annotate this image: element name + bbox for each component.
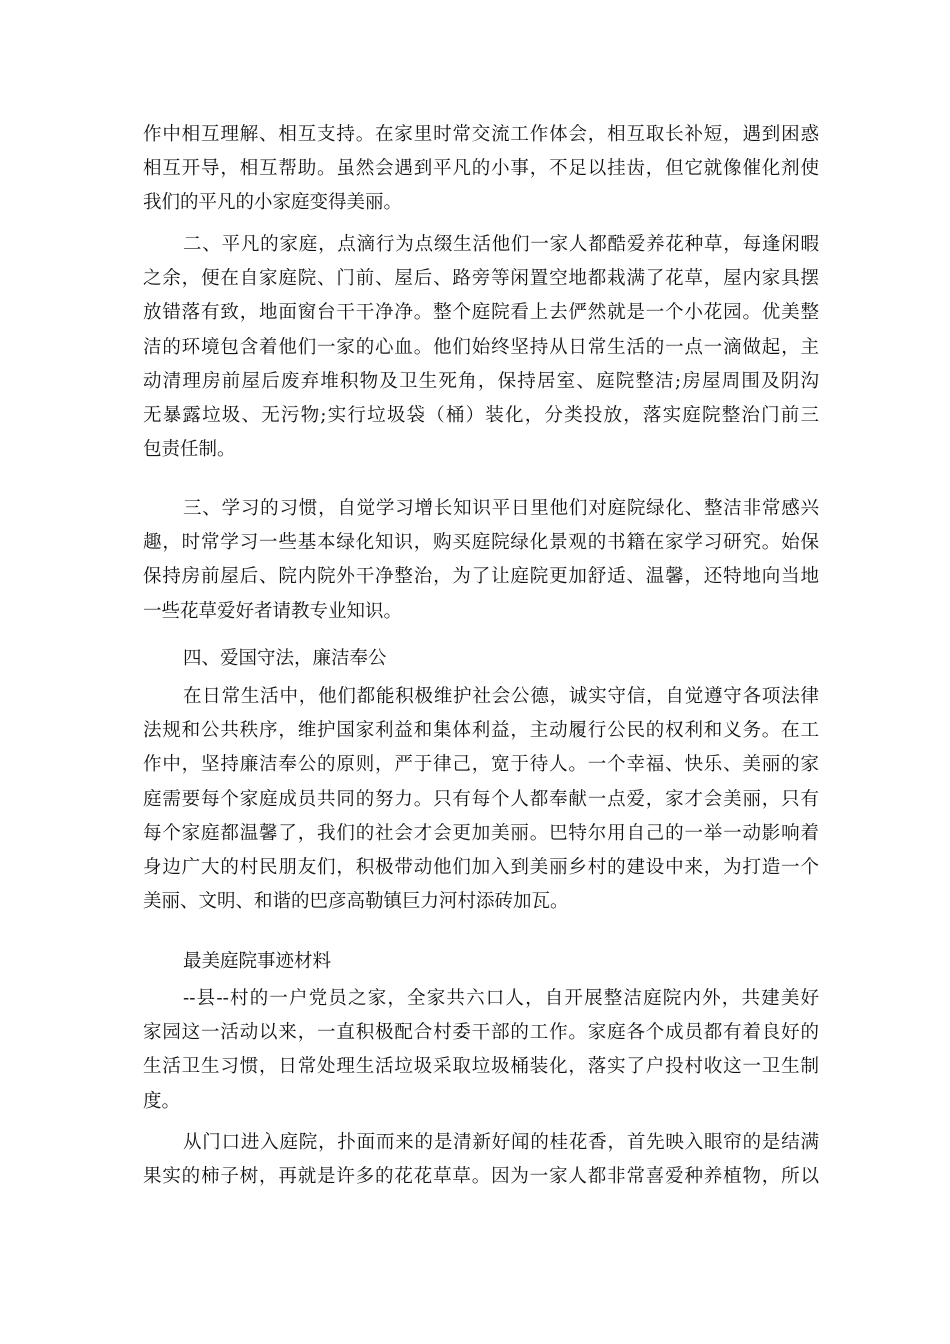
paragraph-line: 庭需要每个家庭成员共同的努力。只有每个人都奉献一点爱，家才会美丽，只有 — [143, 788, 819, 810]
paragraph-line: 作中相互理解、相互支持。在家里时常交流工作体会，相互取长补短，遇到困惑 — [143, 124, 819, 145]
paragraph-line: 度。 — [143, 1090, 181, 1112]
paragraph-line: 无暴露垃圾、无污物;实行垃圾袋（桶）装化，分类投放，落实庭院整治门前三 — [143, 404, 819, 426]
paragraph-line: 相互开导，相互帮助。虽然会遇到平凡的小事，不足以挂齿，但它就像催化剂使 — [143, 158, 819, 180]
paragraph-line: 趣，时常学习一些基本绿化知识，购买庭院绿化景观的书籍在家学习研究。始保 — [143, 532, 819, 554]
paragraph-line: 洁的环境包含着他们一家的心血。他们始终坚持从日常生活的一点一滴做起，主 — [143, 336, 819, 358]
paragraph-line: 放错落有致，地面窗台干干净净。整个庭院看上去俨然就是一个小花园。优美整 — [143, 302, 819, 324]
paragraph-line: 身边广大的村民朋友们，积极带动他们加入到美丽乡村的建设中来，为打造一个 — [143, 856, 819, 878]
paragraph-7 — [143, 982, 819, 1119]
paragraph-line: 包责任制。 — [143, 439, 236, 461]
section-heading-4 — [143, 642, 819, 676]
paragraph-line: 生活卫生习惯，日常处理生活垃圾采取垃圾桶装化，落实了户投村收这一卫生制 — [143, 1056, 819, 1078]
paragraph-line: 从门口进入庭院，扑面而来的是清新好闻的桂花香，首先映入眼帘的是结满 — [183, 1132, 819, 1153]
paragraph-line: --县--村的一户党员之家，全家共六口人，自开展整洁庭院内外，共建美好 — [183, 988, 819, 1009]
paragraph-5 — [143, 680, 819, 919]
paragraph-line: 每个家庭都温馨了，我们的社会才会更加美丽。巴特尔用自己的一举一动影响着 — [143, 822, 819, 844]
paragraph-line: 我们的平凡的小家庭变得美丽。 — [143, 192, 403, 214]
paragraph-line: 动清理房前屋后废弃堆积物及卫生死角，保持居室、庭院整洁;房屋周围及阴沟 — [143, 370, 819, 392]
paragraph-2 — [143, 228, 819, 467]
paragraph-3 — [143, 492, 819, 629]
paragraph-line: 之余，便在自家庭院、门前、屋后、路旁等闲置空地都栽满了花草，屋内家具摆 — [143, 268, 819, 290]
paragraph-line: 美丽、文明、和谐的巴彦高勒镇巨力河村添砖加瓦。 — [143, 891, 569, 913]
paragraph-line: 法规和公共秩序，维护国家利益和集体利益，主动履行公民的权利和义务。在工 — [143, 720, 819, 742]
paragraph-line: 作中，坚持廉洁奉公的原则，严于律己，宽于待人。一个幸福、快乐、美丽的家 — [143, 754, 819, 776]
paragraph-line: 一些花草爱好者请教专业知识。 — [143, 600, 403, 622]
paragraph-line: 保持房前屋后、院内院外干净整治，为了让庭院更加舒适、温馨，还特地向当地 — [143, 566, 819, 588]
paragraph-line: 二、平凡的家庭，点滴行为点缀生活他们一家人都酷爱养花种草，每逢闲暇 — [183, 234, 819, 255]
paragraph-8 — [143, 1126, 819, 1194]
paragraph-line: 在日常生活中，他们都能积极维护社会公德，诚实守信，自觉遵守各项法律 — [183, 686, 819, 707]
paragraph-line: 三、学习的习惯，自觉学习增长知识平日里他们对庭院绿化、整洁非常感兴 — [183, 498, 819, 519]
paragraph-line: 四、爱国守法，廉洁奉公 — [183, 648, 387, 669]
paragraph-1 — [143, 118, 819, 221]
paragraph-line: 最美庭院事迹材料 — [183, 951, 332, 972]
paragraph-line: 果实的柿子树，再就是许多的花花草草。因为一家人都非常喜爱种养植物，所以 — [143, 1166, 819, 1188]
section-title — [143, 945, 819, 979]
paragraph-line: 家园这一活动以来，一直积极配合村委干部的工作。家庭各个成员都有着良好的 — [143, 1022, 819, 1044]
